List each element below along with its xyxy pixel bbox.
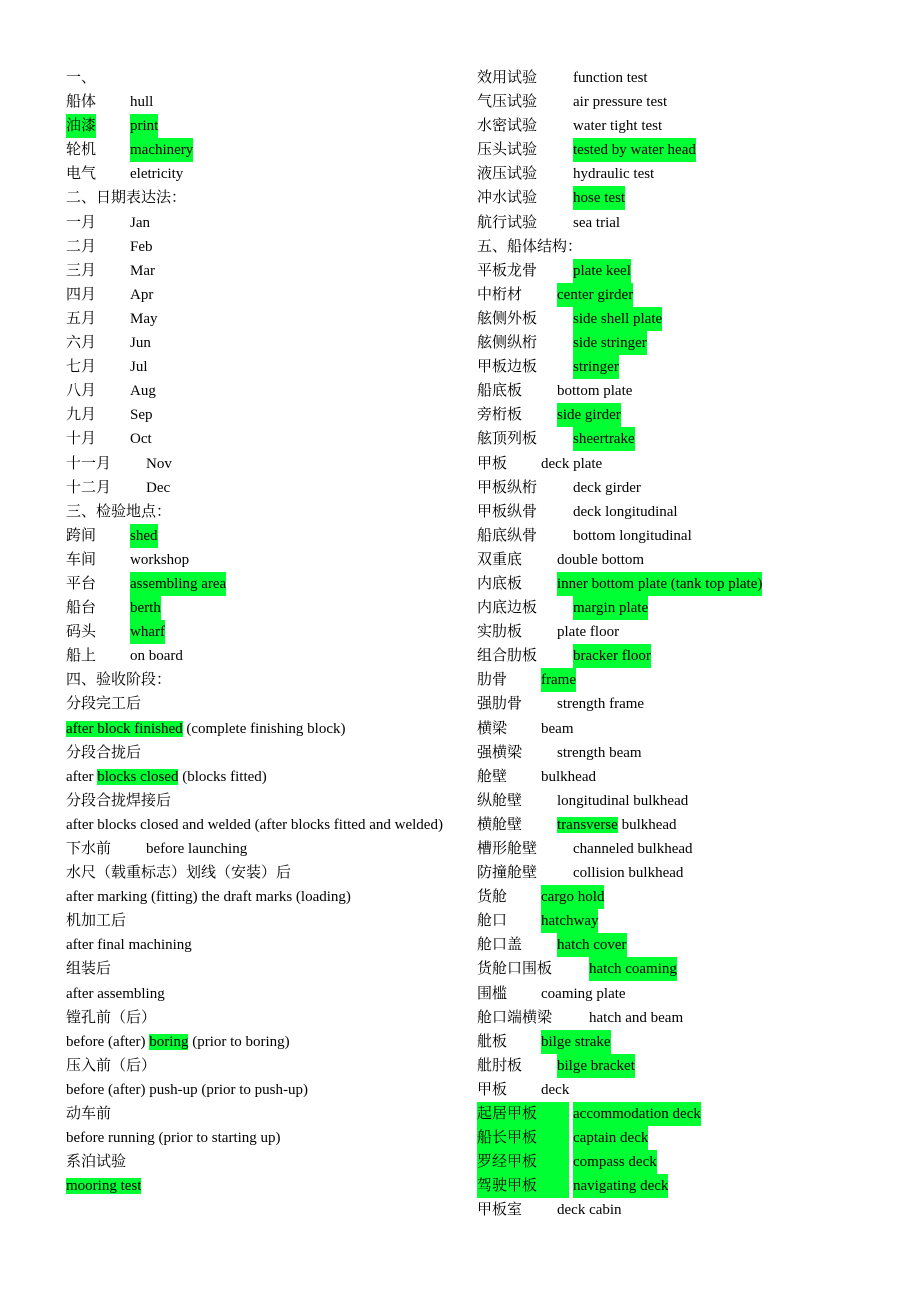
term-row — [477, 596, 897, 620]
term-row — [477, 379, 897, 403]
text-segment: after assembling — [66, 985, 165, 1002]
text-segment: transverse — [557, 816, 618, 833]
english-term: Jan — [130, 214, 150, 231]
english-term: Dec — [146, 479, 171, 496]
text-segment: (complete finishing block) — [182, 720, 346, 737]
chinese-term: 船底纵骨 — [477, 527, 538, 544]
english-term: double bottom — [557, 551, 645, 568]
chinese-term: 水尺（载重标志）划线（安装）后 — [66, 865, 292, 882]
english-term: strength beam — [557, 744, 642, 761]
chinese-term: 强横梁 — [477, 744, 523, 761]
chinese-term: 甲板室 — [477, 1202, 523, 1219]
term-row — [66, 452, 446, 476]
right-column — [477, 66, 897, 1223]
chinese-term: 二、日期表达法： — [66, 190, 187, 207]
term-row — [477, 500, 897, 524]
english-term: bottom longitudinal — [573, 527, 692, 544]
chinese-term: 货舱口围板 — [477, 961, 553, 978]
paragraph-line: after blocks closed and welded (after blocks fitted and welded) — [66, 816, 443, 833]
chinese-term: 油漆 — [66, 114, 96, 138]
chinese-term: 十一月 — [66, 455, 112, 472]
term-row — [477, 162, 897, 186]
text-segment: before (after) — [66, 1033, 150, 1050]
section-heading — [66, 1054, 446, 1078]
text-segment: bulkhead — [617, 816, 677, 833]
term-row — [477, 355, 897, 379]
term-row — [477, 885, 897, 909]
english-term: shed — [130, 524, 158, 548]
english-term: deck cabin — [557, 1202, 622, 1219]
chinese-term: 纵舱壁 — [477, 792, 523, 809]
term-row — [477, 114, 897, 138]
term-row — [477, 909, 897, 933]
english-term: compass deck — [573, 1150, 657, 1174]
chinese-term: 组装后 — [66, 961, 112, 978]
chinese-term: 旁桁板 — [477, 407, 523, 424]
chinese-term: 冲水试验 — [477, 190, 538, 207]
english-term: navigating deck — [573, 1174, 668, 1198]
term-row — [477, 572, 897, 596]
english-line — [66, 885, 446, 909]
chinese-term: 甲板边板 — [477, 359, 538, 376]
text-segment: after final machining — [66, 937, 192, 954]
english-term: Mar — [130, 262, 155, 279]
term-row — [477, 982, 897, 1006]
term-row — [477, 1126, 897, 1150]
chinese-term: 下水前 — [66, 841, 112, 857]
chinese-term: 五月 — [66, 310, 97, 327]
term-row — [477, 66, 897, 90]
english-term: plate keel — [573, 259, 631, 283]
english-term: strength frame — [557, 696, 645, 713]
english-line — [66, 1078, 446, 1102]
chinese-term: 横舱壁 — [477, 816, 523, 833]
chinese-term: 压入前（后） — [66, 1057, 157, 1074]
chinese-term: 一月 — [66, 214, 97, 231]
section-heading — [66, 957, 446, 981]
term-row — [66, 138, 446, 162]
english-line — [66, 717, 446, 741]
term-row — [477, 620, 897, 644]
english-term: hatchway — [541, 909, 598, 933]
term-row — [477, 90, 897, 114]
english-term: stringer — [573, 355, 619, 379]
chinese-term: 五、船体结构： — [477, 238, 583, 255]
chinese-term: 强肋骨 — [477, 696, 523, 713]
chinese-term: 舭肘板 — [477, 1057, 523, 1074]
term-row — [477, 692, 897, 716]
section-heading — [66, 789, 446, 813]
english-term: eletricity — [130, 166, 184, 183]
english-line — [66, 933, 446, 957]
section-heading — [66, 1102, 446, 1126]
english-term: beam — [541, 720, 574, 737]
term-row — [477, 1054, 897, 1078]
english-term: Jul — [130, 359, 148, 376]
term-row — [66, 283, 446, 307]
chinese-term: 甲板 — [477, 455, 508, 472]
term-row — [477, 524, 897, 548]
english-term: channeled bulkhead — [573, 841, 693, 857]
english-term: Jun — [130, 335, 151, 352]
english-term: tested by water head — [573, 138, 696, 162]
term-row — [477, 668, 897, 692]
section-heading — [66, 861, 446, 885]
english-term: cargo hold — [541, 885, 604, 909]
english-term: bottom plate — [557, 383, 633, 400]
english-term: accommodation deck — [573, 1102, 701, 1126]
left-column — [66, 66, 446, 1198]
english-term: bracker floor — [573, 644, 651, 668]
chinese-term: 舭板 — [477, 1033, 508, 1050]
english-term: assembling area — [130, 572, 226, 596]
term-row — [477, 403, 897, 427]
chinese-term: 十二月 — [66, 479, 112, 496]
english-term: deck girder — [573, 479, 641, 496]
chinese-term: 实肋板 — [477, 624, 523, 641]
english-term: longitudinal bulkhead — [557, 792, 689, 809]
chinese-term: 码头 — [66, 624, 97, 641]
chinese-term: 船上 — [66, 648, 97, 665]
text-segment: before running (prior to starting up) — [66, 1130, 281, 1147]
term-row — [66, 403, 446, 427]
english-term: berth — [130, 596, 161, 620]
english-term: air pressure test — [573, 94, 668, 111]
term-row — [66, 644, 446, 668]
section-heading — [66, 186, 446, 210]
chinese-term: 车间 — [66, 551, 97, 568]
english-term: hose test — [573, 186, 625, 210]
section-heading — [66, 500, 446, 524]
chinese-term: 槽形舱壁 — [477, 841, 538, 857]
english-term: hatch coaming — [589, 957, 677, 981]
chinese-term: 舱口端横梁 — [477, 1009, 553, 1026]
term-row — [477, 741, 897, 765]
chinese-term: 围槛 — [477, 985, 508, 1002]
english-term: hatch cover — [557, 933, 627, 957]
chinese-term: 电气 — [66, 166, 97, 183]
english-term: Apr — [130, 286, 154, 303]
term-row — [477, 548, 897, 572]
english-term: captain deck — [573, 1126, 648, 1150]
chinese-term: 驾驶甲板 — [477, 1174, 569, 1198]
section-heading — [477, 235, 897, 259]
english-term: coaming plate — [541, 985, 626, 1002]
term-row — [66, 837, 446, 861]
chinese-term: 液压试验 — [477, 166, 538, 183]
term-row — [66, 524, 446, 548]
english-term: bilge strake — [541, 1030, 611, 1054]
chinese-term: 七月 — [66, 359, 97, 376]
term-row — [477, 789, 897, 813]
text-segment: blocks closed — [97, 768, 179, 785]
english-term: margin plate — [573, 596, 648, 620]
english-term: center girder — [557, 283, 633, 307]
english-term: hydraulic test — [573, 166, 655, 183]
english-term: Feb — [130, 238, 153, 255]
term-row — [477, 186, 897, 210]
term-row — [66, 331, 446, 355]
english-term: before launching — [146, 841, 248, 857]
chinese-term: 四月 — [66, 286, 97, 303]
term-row — [66, 596, 446, 620]
chinese-term: 八月 — [66, 383, 97, 400]
chinese-term: 三、检验地点： — [66, 503, 172, 520]
chinese-term: 气压试验 — [477, 94, 538, 111]
text-segment: after block finished — [66, 720, 183, 737]
term-row — [477, 1174, 897, 1198]
term-row — [66, 355, 446, 379]
english-term: hull — [130, 94, 154, 111]
chinese-term: 压头试验 — [477, 142, 538, 159]
english-term: inner bottom plate (tank top plate) — [557, 572, 762, 596]
english-term: Aug — [130, 383, 156, 400]
term-row — [66, 307, 446, 331]
text-segment: (blocks fitted) — [178, 768, 267, 785]
term-row — [66, 211, 446, 235]
chinese-term: 水密试验 — [477, 118, 538, 135]
english-term: Oct — [130, 431, 152, 448]
term-row — [477, 476, 897, 500]
english-term: bulkhead — [541, 768, 596, 785]
chinese-term: 起居甲板 — [477, 1102, 569, 1126]
term-row — [477, 1078, 897, 1102]
term-row — [477, 1150, 897, 1174]
chinese-term: 分段合拢焊接后 — [66, 792, 172, 809]
chinese-term: 分段合拢后 — [66, 744, 142, 761]
term-row — [477, 765, 897, 789]
term-row — [66, 427, 446, 451]
chinese-term: 组合肋板 — [477, 648, 538, 665]
english-term: side stringer — [573, 331, 647, 355]
english-term: May — [130, 310, 158, 327]
chinese-term: 船长甲板 — [477, 1126, 569, 1150]
term-row — [477, 644, 897, 668]
chinese-term: 轮机 — [66, 142, 97, 159]
term-row — [66, 379, 446, 403]
english-term: deck plate — [541, 455, 603, 472]
term-row — [477, 1198, 897, 1222]
chinese-term: 六月 — [66, 335, 97, 352]
term-row — [66, 620, 446, 644]
english-term: collision bulkhead — [573, 865, 684, 882]
chinese-term: 航行试验 — [477, 214, 538, 231]
term-row — [477, 427, 897, 451]
chinese-term: 分段完工后 — [66, 696, 142, 713]
chinese-term: 四、验收阶段： — [66, 672, 172, 689]
term-row — [477, 307, 897, 331]
english-term: water tight test — [573, 118, 663, 135]
chinese-term: 罗经甲板 — [477, 1150, 569, 1174]
text-segment: (prior to boring) — [188, 1033, 290, 1050]
term-row — [477, 861, 897, 885]
chinese-term: 一、 — [66, 70, 97, 86]
chinese-term: 舱口 — [477, 913, 508, 930]
english-term: wharf — [130, 620, 165, 644]
term-row — [477, 331, 897, 355]
text-segment: boring — [149, 1033, 189, 1050]
chinese-term: 镗孔前（后） — [66, 1009, 157, 1026]
section-heading — [66, 668, 446, 692]
chinese-term: 三月 — [66, 262, 97, 279]
english-term: deck — [541, 1081, 570, 1098]
chinese-term: 动车前 — [66, 1106, 112, 1123]
chinese-term: 十月 — [66, 431, 97, 448]
section-heading — [66, 692, 446, 716]
chinese-term: 内底边板 — [477, 600, 538, 617]
chinese-term: 肋骨 — [477, 672, 508, 689]
term-row — [477, 452, 897, 476]
chinese-term: 货舱 — [477, 889, 508, 906]
english-line — [66, 1174, 446, 1198]
english-term: side shell plate — [573, 307, 662, 331]
text-segment: after — [66, 768, 98, 785]
term-row — [66, 90, 446, 114]
english-term: bilge bracket — [557, 1054, 635, 1078]
term-row — [477, 813, 897, 837]
term-row — [477, 717, 897, 741]
term-row — [477, 1006, 897, 1030]
section-heading — [66, 1150, 446, 1174]
term-row — [477, 837, 897, 861]
english-term: frame — [541, 668, 576, 692]
chinese-term: 舷侧外板 — [477, 310, 538, 327]
chinese-term: 中桁材 — [477, 286, 523, 303]
chinese-term: 平台 — [66, 575, 97, 592]
chinese-term: 跨间 — [66, 527, 97, 544]
chinese-term: 舷顶列板 — [477, 431, 538, 448]
term-row — [477, 933, 897, 957]
term-row — [477, 138, 897, 162]
english-term: machinery — [130, 138, 193, 162]
english-term: function test — [573, 70, 648, 86]
chinese-term: 甲板纵骨 — [477, 503, 538, 520]
text-segment: before (after) push-up (prior to push-up) — [66, 1081, 308, 1098]
english-term — [557, 813, 677, 837]
term-row — [66, 162, 446, 186]
english-term: side girder — [557, 403, 621, 427]
chinese-term: 舷侧纵桁 — [477, 335, 538, 352]
chinese-term: 九月 — [66, 407, 97, 424]
chinese-term: 平板龙骨 — [477, 262, 538, 279]
text-segment: after marking (fitting) the draft marks (loading) — [66, 889, 351, 906]
chinese-term: 机加工后 — [66, 913, 127, 930]
term-row — [66, 235, 446, 259]
english-term: on board — [130, 648, 183, 665]
term-row — [477, 211, 897, 235]
term-row — [66, 572, 446, 596]
chinese-term: 效用试验 — [477, 70, 538, 86]
english-line — [66, 982, 446, 1006]
english-term: plate floor — [557, 624, 620, 641]
english-term: hatch and beam — [589, 1009, 684, 1026]
chinese-term: 双重底 — [477, 551, 523, 568]
term-row — [477, 1030, 897, 1054]
term-row — [66, 476, 446, 500]
chinese-term: 船底板 — [477, 383, 523, 400]
chinese-term: 二月 — [66, 238, 97, 255]
chinese-term: 甲板 — [477, 1081, 508, 1098]
section-heading — [66, 66, 446, 90]
chinese-term: 舱口盖 — [477, 937, 523, 954]
english-term: Nov — [146, 455, 172, 472]
term-row — [477, 259, 897, 283]
term-row — [477, 1102, 897, 1126]
term-row — [66, 114, 446, 138]
term-row — [66, 259, 446, 283]
section-heading — [66, 909, 446, 933]
chinese-term: 系泊试验 — [66, 1154, 127, 1171]
text-segment: mooring test — [66, 1178, 142, 1195]
english-term: workshop — [130, 551, 190, 568]
term-row — [66, 548, 446, 572]
chinese-term: 船台 — [66, 600, 97, 617]
english-line — [66, 1126, 446, 1150]
chinese-term: 内底板 — [477, 575, 523, 592]
english-line — [66, 1030, 446, 1054]
english-line — [66, 765, 446, 789]
section-heading — [66, 741, 446, 765]
english-term: deck longitudinal — [573, 503, 678, 520]
term-row — [477, 957, 897, 981]
english-term: sea trial — [573, 214, 621, 231]
section-heading — [66, 1006, 446, 1030]
english-term: print — [130, 114, 158, 138]
chinese-term: 防撞舱壁 — [477, 865, 538, 882]
term-row — [477, 283, 897, 307]
chinese-term: 船体 — [66, 94, 97, 111]
english-term: sheertrake — [573, 427, 635, 451]
chinese-term: 舱壁 — [477, 768, 508, 785]
chinese-term: 甲板纵桁 — [477, 479, 538, 496]
english-term: Sep — [130, 407, 153, 424]
chinese-term: 横梁 — [477, 720, 508, 737]
